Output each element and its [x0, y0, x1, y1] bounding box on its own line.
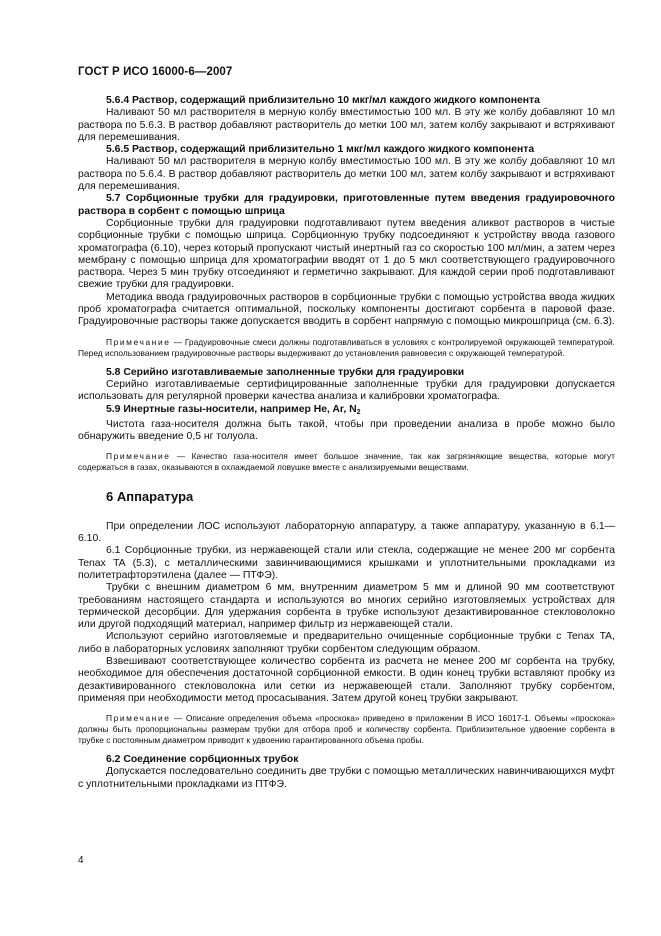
paragraph-6-1-2: Трубки с внешним диаметром 6 мм, внутренним диаметром 5 мм и длиной 90 мм соответствуют требованиям настоящего стандарта и используются во многих серийно изготовляемых устройствах для термической десорбции. Для удержания сорбента в трубке используют дезактивированное стекловолокно или другой подходящий материал, например фильтр из нержавеющей стали.: [78, 582, 615, 631]
heading-5-6-4: 5.6.4 Раствор, содержащий приблизительно 10 мкг/мл каждого жидкого компонента: [106, 95, 540, 106]
paragraph-5-6-4: Наливают 50 мл растворителя в мерную колбу вместимостью 100 мл. В эту же колбу добавляют 10 мл раствора по 5.6.3. В раствор добавляют растворитель до метки 100 мл, затем колбу закрывают и встряхивают для перемешивания.: [78, 107, 615, 143]
page-number: 4: [78, 855, 84, 866]
paragraph-5-7-2: Методика ввода градуировочных растворов в сорбционные трубки с помощью устройства ввода жидких проб хроматографа считается оптимальной, поскольку компоненты достигают сорбента в паровой фазе. Градуировочные растворы также допускается вводить в сорбент напрямую с помощью микрошприца (см. 6.3).: [78, 291, 615, 328]
note-label: Примечание: [106, 336, 171, 347]
note-5-9: [78, 451, 615, 473]
paragraph-5-8: Серийно изготавливаемые сертифицированные заполненные трубки для градуировки допускается использовать для регулярной проверки качества анализа и калибровки хроматографа.: [78, 378, 615, 403]
paragraph-5-7-1: Сорбционные трубки для градуировки подготавливают путем введения аликвот растворов в чистые сорбционные трубки с помощью шприца. Сорбционную трубку подсоединяют к устройству ввода газового хроматографа (6.10), через который пропускают чистый инертный газ со скоростью 100 мл/мин, а затем через мембрану с помощью шприца для хроматографии вводят от 1 до 5 мкл соответствующего градуировочного раствора. Через 5 мин трубку отсоединяют и герметично закрывают. Для каждой серии проб подготавливают свежие трубки для градуировки.: [78, 217, 615, 291]
note-6-1: [78, 713, 615, 746]
heading-5-7: 5.7 Сорбционные трубки для градуировки, приготовленные путем введения градуировочного раствора в сорбент с помощью шприца: [78, 193, 615, 217]
heading-5-6-5: 5.6.5 Раствор, содержащий приблизительно 1 мкг/мл каждого жидкого компонента: [106, 144, 535, 156]
heading-5-9-text: 5.9 Инертные газы-носители, например He, Ar, N: [106, 403, 357, 415]
paragraph-6-intro: При определении ЛОС используют лабораторную аппаратуру, а также аппаратуру, указанную в 6.1—6.10.: [78, 520, 615, 545]
note-5-7: [78, 337, 615, 359]
paragraph-5-9: Чистота газа-носителя должна быть такой, чтобы при проведении анализа в пробе можно было обнаружить введение 0,5 нг толуола.: [78, 418, 615, 443]
note-text: — Описание определения объема «проскока» приведено в приложении В ИСО 16017-1. Объемы «проскока» должны быть пропорциональны размерам трубки для отбора проб и количеству сорбента. Приблизительное удвоение сорбента в трубке с постоянным диаметром приводит к удвоению гарантированного объема пробы.: [78, 713, 615, 746]
document-body: [78, 95, 615, 791]
paragraph-6-1-3: Используют серийно изготовляемые и предварительно очищенные сорбционные трубки с Tenax TA, либо в лабораторных условиях заполняют трубки сорбентом следующим образом.: [78, 631, 615, 655]
paragraph-6-1-4: Взвешивают соответствующее количество сорбента из расчета не менее 200 мг сорбента на трубку, необходимое для обеспечения достаточной сорбционной емкости. В один конец трубки вставляют пробку из дезактивированного стекловолокна или сетки из нержавеющей стали. Заполняют трубку сорбентом, применяя при необходимости метод просасывания. Затем другой конец трубки закрывают.: [78, 655, 615, 704]
heading-5-9: [78, 404, 615, 419]
heading-5-8: 5.8 Серийно изготавливаемые заполненные трубки для градуировки: [106, 366, 465, 378]
section-heading-6: 6 Аппаратура: [106, 489, 194, 505]
paragraph-6-2: Допускается последовательно соединить две трубки с помощью металлических навинчивающихся муфт с уплотнительными прокладками из ПТФЭ.: [78, 766, 615, 790]
document-header: ГОСТ Р ИСО 16000-6—2007: [78, 66, 233, 78]
heading-5-9-subscript: 2: [356, 408, 361, 416]
note-text: — Качество газа-носителя имеет большое значение, так как загрязняющие вещества, которые могут содержаться в газах, оказываются в охлаждаемой ловушке вместе с анализируемыми веществами.: [78, 451, 616, 473]
heading-6-2: 6.2 Соединение сорбционных трубок: [106, 754, 299, 766]
note-label: Примечание: [106, 713, 171, 724]
note-label: Примечание: [106, 451, 171, 462]
note-text: — Градуировочные смеси должны подготавливаться в условиях с контролируемой окружающей температурой. Перед использованием градуировочные растворы выдерживают до установления равновесия с окружающей температурой.: [78, 336, 616, 358]
paragraph-6-1: 6.1 Сорбционные трубки, из нержавеющей стали или стекла, содержащие не менее 200 мг сорбента Tenax TA (5.3), с металлическими завинчивающимися крышками и уплотнительными прокладками из политетрафторэтилена (далее — ПТФЭ).: [78, 545, 615, 581]
paragraph-5-6-5: Наливают 50 мл растворителя в мерную колбу вместимостью 100 мл. В эту же колбу добавляют 10 мл раствора по 5.6.4. В раствор добавляют растворитель до метки 100 мл, затем колбу закрывают и встряхивают для перемешивания.: [78, 156, 615, 193]
